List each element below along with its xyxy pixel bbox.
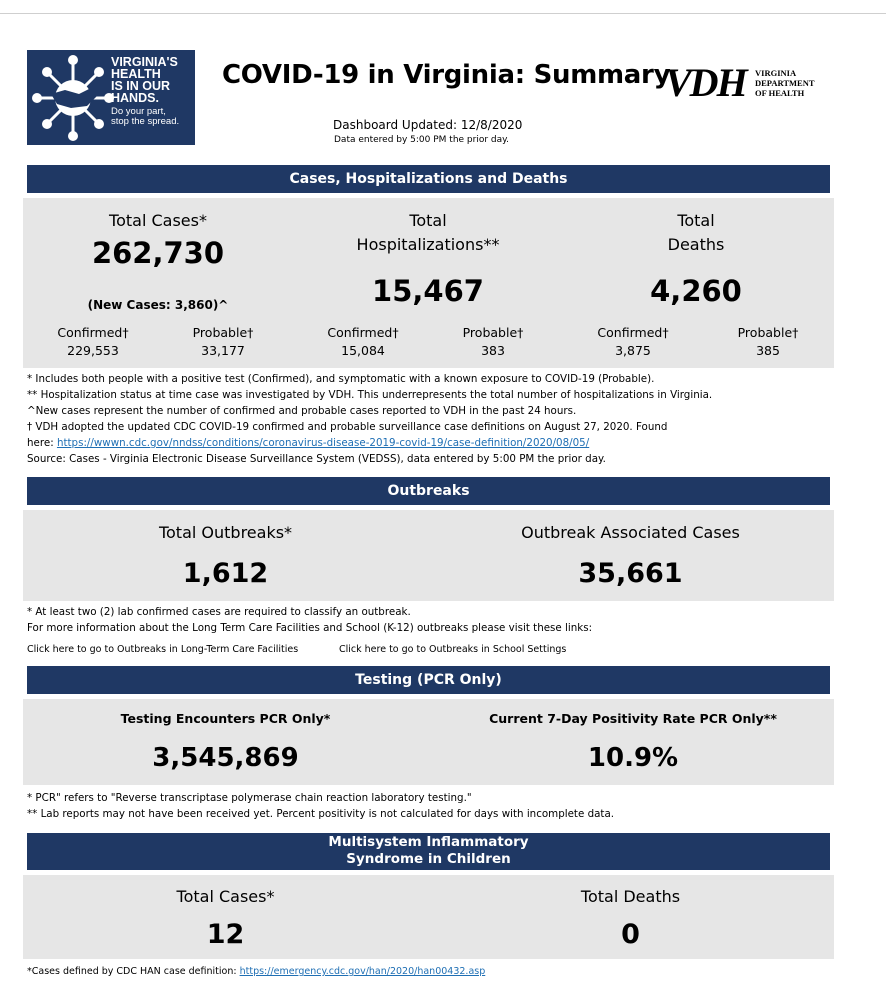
footnote: *Cases defined by CDC HAN case definition: bbox=[27, 966, 240, 977]
virus-icon bbox=[31, 54, 115, 142]
deaths-label: Total bbox=[677, 211, 715, 230]
logo-line: HEALTH bbox=[111, 67, 161, 81]
hospitalizations-label: Total bbox=[409, 211, 447, 230]
footnote: * At least two (2) lab confirmed cases are required to classify an outbreak. bbox=[27, 606, 411, 618]
logo-line: IS IN OUR bbox=[111, 79, 171, 93]
section-header-testing: Testing (PCR Only) bbox=[27, 666, 830, 694]
section-header-line: Multisystem Inflammatory bbox=[328, 834, 529, 850]
testing-panel bbox=[23, 699, 834, 785]
probable-label: Probable† bbox=[462, 325, 524, 340]
deaths-label: Deaths bbox=[667, 235, 725, 254]
vdh-text: VIRGINIA bbox=[755, 68, 797, 78]
probable-value: 33,177 bbox=[201, 343, 245, 358]
outbreak-cases-value: 35,661 bbox=[578, 558, 683, 589]
confirmed-value: 15,084 bbox=[341, 343, 385, 358]
probable-value: 383 bbox=[481, 343, 505, 358]
positivity-rate-value: 10.9% bbox=[587, 743, 679, 773]
confirmed-value: 229,553 bbox=[67, 343, 119, 358]
footnote: † VDH adopted the updated CDC COVID-19 confirmed and probable surveillance case definitions on August 27, 2020. Found bbox=[27, 421, 668, 433]
vdh-logo bbox=[665, 60, 825, 105]
new-cases: (New Cases: 3,860)^ bbox=[87, 298, 229, 312]
confirmed-label: Confirmed† bbox=[597, 325, 669, 340]
vdh-text: DEPARTMENT bbox=[755, 78, 815, 88]
data-entered-note: Data entered by 5:00 PM the prior day. bbox=[334, 135, 510, 145]
outbreaks-footnotes bbox=[27, 604, 592, 636]
cases-footnotes bbox=[27, 371, 712, 467]
logo-line: VIRGINIA'S bbox=[111, 55, 178, 69]
section-header-outbreaks: Outbreaks bbox=[27, 477, 830, 505]
total-outbreaks-label: Total Outbreaks* bbox=[158, 523, 293, 542]
probable-value: 385 bbox=[756, 343, 780, 358]
footnote: ^New cases represent the number of confirmed and probable cases reported to VDH in the past 24 hours. bbox=[27, 405, 577, 417]
misc-cases-label: Total Cases* bbox=[176, 887, 275, 906]
deaths-value: 4,260 bbox=[650, 274, 742, 308]
hospitalizations-value: 15,467 bbox=[372, 274, 484, 308]
logo-line: HANDS. bbox=[111, 91, 159, 105]
virginia-health-logo bbox=[27, 50, 195, 145]
top-divider bbox=[0, 13, 886, 14]
footnote: ** Lab reports may not have been received yet. Percent positivity is not calculated for days with incomplete data. bbox=[27, 808, 615, 820]
positivity-rate-label: Current 7-Day Positivity Rate PCR Only** bbox=[489, 711, 777, 726]
vdh-mark: VDH bbox=[665, 60, 746, 105]
cdc-case-definition-link[interactable]: https://wwwn.cdc.gov/nndss/conditions/coronavirus-disease-2019-covid-19/case-definition/2020/08/05/ bbox=[56, 437, 590, 449]
footnote-link-line bbox=[27, 435, 712, 451]
hospitalizations-label: Hospitalizations** bbox=[356, 235, 500, 254]
section-header-misc bbox=[27, 833, 830, 870]
misc-cases-value: 12 bbox=[206, 919, 245, 950]
misc-panel bbox=[23, 875, 834, 959]
outbreak-cases-label: Outbreak Associated Cases bbox=[521, 523, 740, 542]
testing-encounters-label: Testing Encounters PCR Only* bbox=[120, 711, 331, 726]
section-header-cases: Cases, Hospitalizations and Deaths bbox=[27, 165, 830, 193]
footnote: ** Hospitalization status at time case was investigated by VDH. This underrepresents the total number of hospitalizations in Virginia. bbox=[27, 389, 713, 401]
misc-deaths-label: Total Deaths bbox=[580, 887, 681, 906]
total-cases-label: Total Cases* bbox=[109, 211, 207, 230]
outbreaks-panel bbox=[23, 510, 834, 601]
dashboard-updated: Dashboard Updated: 12/8/2020 bbox=[333, 118, 523, 132]
source-note: Source: Cases - Virginia Electronic Disease Surveillance System (VEDSS), data entered by 5:00 PM the prior day. bbox=[27, 453, 606, 465]
school-outbreaks-link[interactable]: Click here to go to Outbreaks in School Settings bbox=[339, 644, 567, 655]
probable-label: Probable† bbox=[192, 325, 254, 340]
testing-encounters-value: 3,545,869 bbox=[152, 743, 299, 773]
total-cases-value: 262,730 bbox=[91, 236, 225, 270]
logo-tagline: stop the spread. bbox=[111, 116, 180, 127]
page-title: COVID-19 in Virginia: Summary bbox=[222, 60, 671, 90]
total-outbreaks-value: 1,612 bbox=[182, 558, 269, 589]
probable-label: Probable† bbox=[737, 325, 799, 340]
footnote: * Includes both people with a positive test (Confirmed), and symptomatic with a known exposure to COVID-19 (Probable). bbox=[27, 373, 655, 385]
vdh-text: OF HEALTH bbox=[755, 88, 805, 98]
ltc-outbreaks-link[interactable]: Click here to go to Outbreaks in Long-Term Care Facilities bbox=[27, 644, 299, 655]
footnote: For more information about the Long Term Care Facilities and School (K-12) outbreaks please visit these links: bbox=[27, 622, 593, 634]
cdc-han-link[interactable]: https://emergency.cdc.gov/han/2020/han00432.asp bbox=[239, 966, 486, 977]
footnote: here: bbox=[27, 437, 57, 449]
testing-footnotes bbox=[27, 790, 614, 822]
confirmed-value: 3,875 bbox=[615, 343, 651, 358]
misc-footnote bbox=[27, 964, 485, 980]
footnote: * PCR" refers to "Reverse transcriptase polymerase chain reaction laboratory testing." bbox=[27, 792, 472, 804]
misc-deaths-value: 0 bbox=[621, 919, 640, 950]
confirmed-label: Confirmed† bbox=[57, 325, 129, 340]
confirmed-label: Confirmed† bbox=[327, 325, 399, 340]
cases-panel bbox=[23, 198, 834, 368]
logo-tagline: Do your part, bbox=[111, 106, 166, 117]
section-header-line: Syndrome in Children bbox=[346, 851, 511, 867]
